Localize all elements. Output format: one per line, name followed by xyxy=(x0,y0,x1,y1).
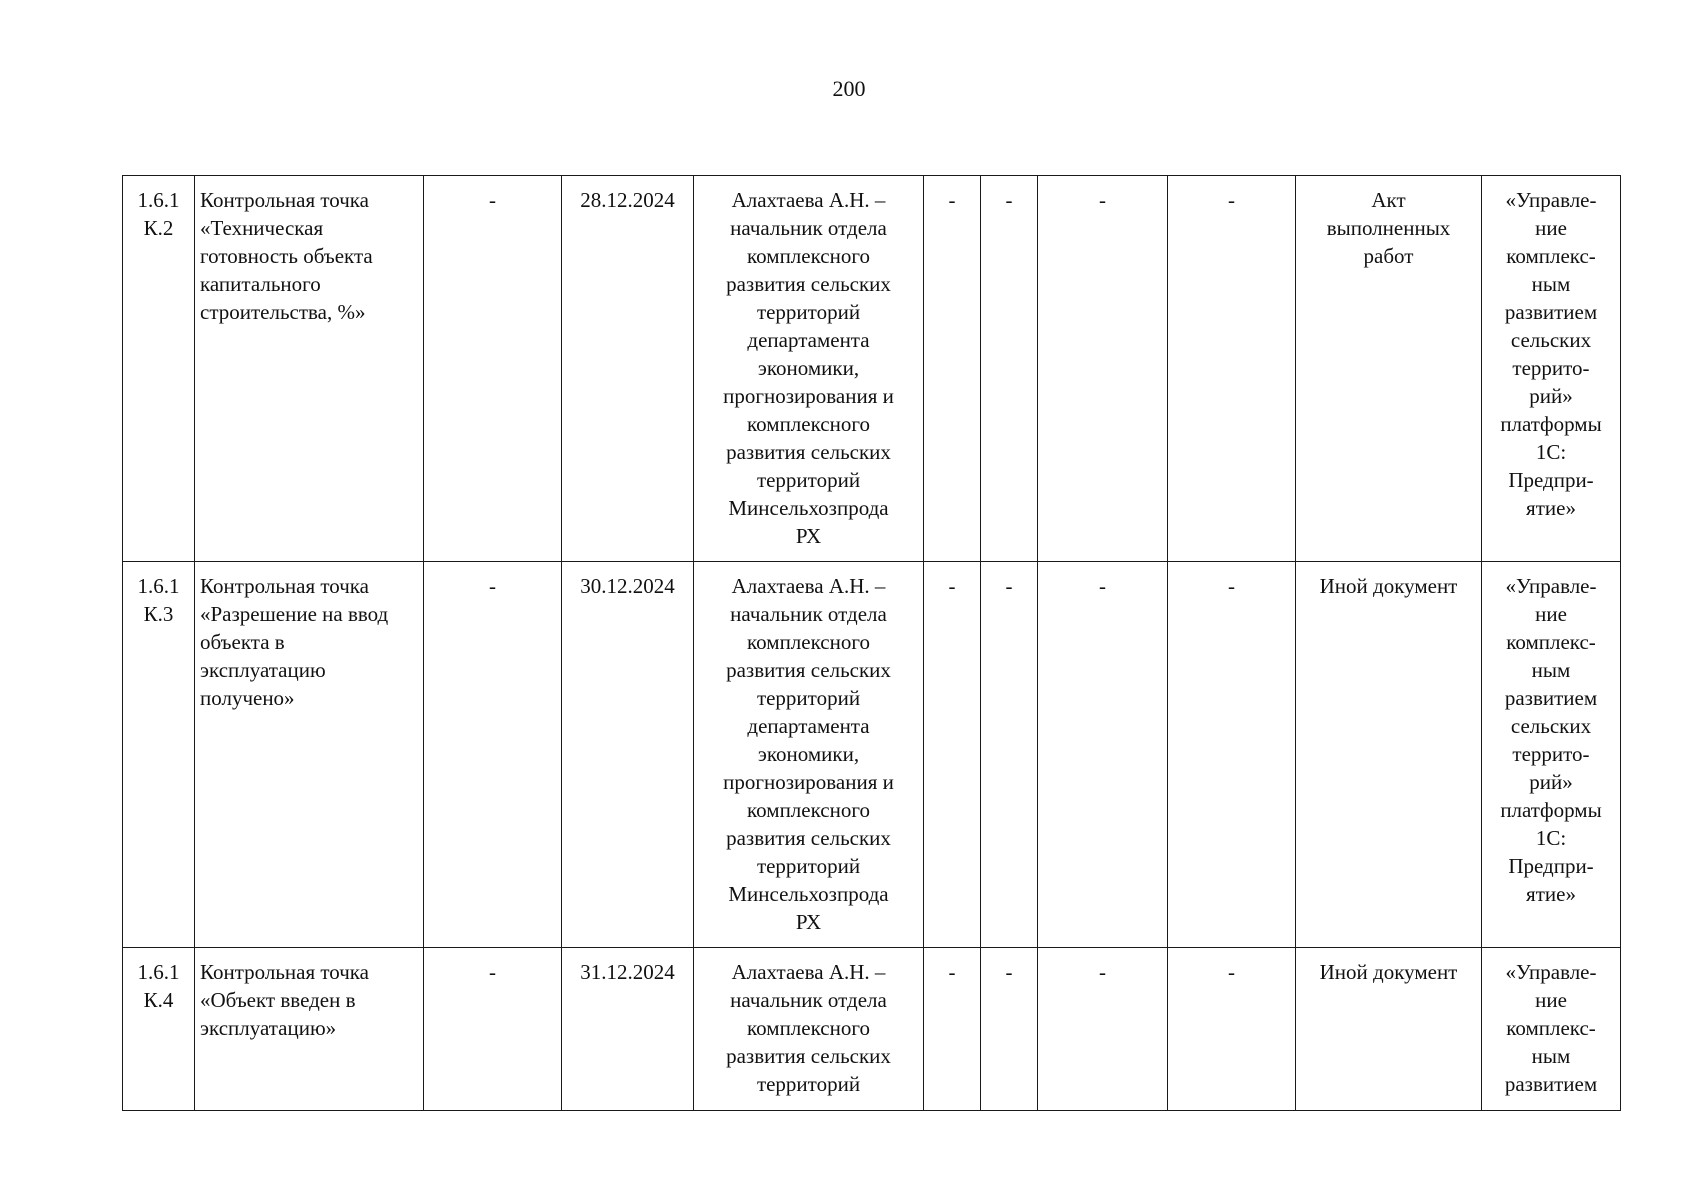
text-line: развитием xyxy=(1504,300,1598,324)
text-line: прогнозирования и xyxy=(723,770,894,794)
text-line: «Управле- xyxy=(1505,188,1597,212)
text-line: 1.6.1 xyxy=(137,574,180,598)
text-line: развития сельских xyxy=(726,826,891,850)
text-line: рий» xyxy=(1529,384,1573,408)
dash-cell-3: - xyxy=(1038,948,1168,1111)
text-line: Акт xyxy=(1371,188,1406,212)
text-line: ние xyxy=(1535,216,1567,240)
dash-cell-3: - xyxy=(1038,562,1168,948)
due-date-cell: 28.12.2024 xyxy=(562,176,694,562)
text-line: развития сельских xyxy=(726,1044,891,1068)
control-points-table xyxy=(122,175,1621,1111)
text-line: развития сельских xyxy=(726,272,891,296)
text-line: эксплуатацию» xyxy=(200,1016,337,1040)
text-line: выполненных xyxy=(1326,216,1451,240)
item-number-cell xyxy=(123,948,195,1111)
text-line: «Управле- xyxy=(1505,574,1597,598)
text-line: эксплуатацию xyxy=(200,658,326,682)
text-line: К.3 xyxy=(143,602,174,626)
dash-cell-4: - xyxy=(1168,948,1296,1111)
text-line: развитием xyxy=(1504,1072,1598,1096)
text-line: экономики, xyxy=(757,742,860,766)
item-number-cell xyxy=(123,176,195,562)
text-line: капитального xyxy=(200,272,321,296)
text-line: Иной документ xyxy=(1319,574,1458,598)
text-line: комплекс- xyxy=(1506,244,1596,268)
due-date-cell: 30.12.2024 xyxy=(562,562,694,948)
text-line: развития сельских xyxy=(726,658,891,682)
document-type-cell xyxy=(1296,948,1482,1111)
text-line: территорий xyxy=(756,468,861,492)
table-row xyxy=(123,176,1621,562)
text-line: начальник отдела xyxy=(730,988,887,1012)
text-line: готовность объекта xyxy=(200,244,373,268)
responsible-person-cell xyxy=(694,948,924,1111)
text-line: сельских xyxy=(1510,714,1592,738)
text-line: территорий xyxy=(756,686,861,710)
text-line: ятие» xyxy=(1526,882,1576,906)
text-line: К.4 xyxy=(143,988,174,1012)
text-line: комплексного xyxy=(747,630,870,654)
text-line: департамента xyxy=(747,714,870,738)
dash-cell-2: - xyxy=(981,176,1038,562)
information-system-cell xyxy=(1482,562,1621,948)
dash-cell-2: - xyxy=(981,562,1038,948)
text-line: развитием xyxy=(1504,686,1598,710)
text-line: комплекс- xyxy=(1506,630,1596,654)
text-line: ятие» xyxy=(1526,496,1576,520)
dash-cell-3: - xyxy=(1038,176,1168,562)
text-line: комплекс- xyxy=(1506,1016,1596,1040)
text-line: начальник отдела xyxy=(730,602,887,626)
control-point-name-cell xyxy=(195,176,424,562)
text-line: Алахтаева А.Н. – xyxy=(731,960,886,984)
responsible-person-cell xyxy=(694,176,924,562)
text-line: развития сельских xyxy=(726,440,891,464)
text-line: ным xyxy=(1531,1044,1571,1068)
text-line: Предпри- xyxy=(1508,468,1594,492)
text-line: «Управле- xyxy=(1505,960,1597,984)
item-number-cell xyxy=(123,562,195,948)
text-line: комплексного xyxy=(747,412,870,436)
text-line: комплексного xyxy=(747,244,870,268)
text-line: Минсельхозпрода xyxy=(728,496,889,520)
text-line: ным xyxy=(1531,272,1571,296)
text-line: К.2 xyxy=(143,216,174,240)
text-line: комплексного xyxy=(747,1016,870,1040)
text-line: прогнозирования и xyxy=(723,384,894,408)
text-line: комплексного xyxy=(747,798,870,822)
responsible-person-cell xyxy=(694,562,924,948)
text-line: Алахтаева А.Н. – xyxy=(731,188,886,212)
text-line: получено» xyxy=(200,686,295,710)
text-line: ние xyxy=(1535,602,1567,626)
text-line: платформы xyxy=(1500,798,1602,822)
text-line: объекта в xyxy=(200,630,285,654)
text-line: территорий xyxy=(756,300,861,324)
base-value-cell: - xyxy=(424,562,562,948)
due-date-cell: 31.12.2024 xyxy=(562,948,694,1111)
dash-cell-4: - xyxy=(1168,176,1296,562)
text-line: платформы xyxy=(1500,412,1602,436)
table-row xyxy=(123,948,1621,1111)
control-point-name-cell xyxy=(195,562,424,948)
text-line: Иной документ xyxy=(1319,960,1458,984)
text-line: Контрольная точка xyxy=(200,574,370,598)
base-value-cell: - xyxy=(424,176,562,562)
document-type-cell xyxy=(1296,562,1482,948)
text-line: 1.6.1 xyxy=(137,188,180,212)
text-line: Алахтаева А.Н. – xyxy=(731,574,886,598)
page-number: 200 xyxy=(832,76,866,101)
dash-cell-1: - xyxy=(924,948,981,1111)
text-line: ние xyxy=(1535,988,1567,1012)
text-line: работ xyxy=(1363,244,1414,268)
text-line: «Техническая xyxy=(200,216,324,240)
text-line: сельских xyxy=(1510,328,1592,352)
text-line: Предпри- xyxy=(1508,854,1594,878)
base-value-cell: - xyxy=(424,948,562,1111)
information-system-cell xyxy=(1482,176,1621,562)
text-line: 1С: xyxy=(1535,440,1567,464)
text-line: департамента xyxy=(747,328,870,352)
text-line: территорий xyxy=(756,1072,861,1096)
text-line: строительства, %» xyxy=(200,300,366,324)
text-line: начальник отдела xyxy=(730,216,887,240)
control-point-name-cell xyxy=(195,948,424,1111)
text-line: рий» xyxy=(1529,770,1573,794)
text-line: 1.6.1 xyxy=(137,960,180,984)
dash-cell-1: - xyxy=(924,176,981,562)
text-line: РХ xyxy=(795,524,822,548)
text-line: «Разрешение на ввод xyxy=(200,602,389,626)
text-line: РХ xyxy=(795,910,822,934)
text-line: Контрольная точка xyxy=(200,188,370,212)
text-line: террито- xyxy=(1512,742,1590,766)
text-line: Контрольная точка xyxy=(200,960,370,984)
text-line: территорий xyxy=(756,854,861,878)
dash-cell-4: - xyxy=(1168,562,1296,948)
text-line: Минсельхозпрода xyxy=(728,882,889,906)
text-line: ным xyxy=(1531,658,1571,682)
text-line: 1С: xyxy=(1535,826,1567,850)
table-row xyxy=(123,562,1621,948)
text-line: «Объект введен в xyxy=(200,988,356,1012)
information-system-cell xyxy=(1482,948,1621,1111)
dash-cell-2: - xyxy=(981,948,1038,1111)
document-type-cell xyxy=(1296,176,1482,562)
text-line: террито- xyxy=(1512,356,1590,380)
dash-cell-1: - xyxy=(924,562,981,948)
text-line: экономики, xyxy=(757,356,860,380)
